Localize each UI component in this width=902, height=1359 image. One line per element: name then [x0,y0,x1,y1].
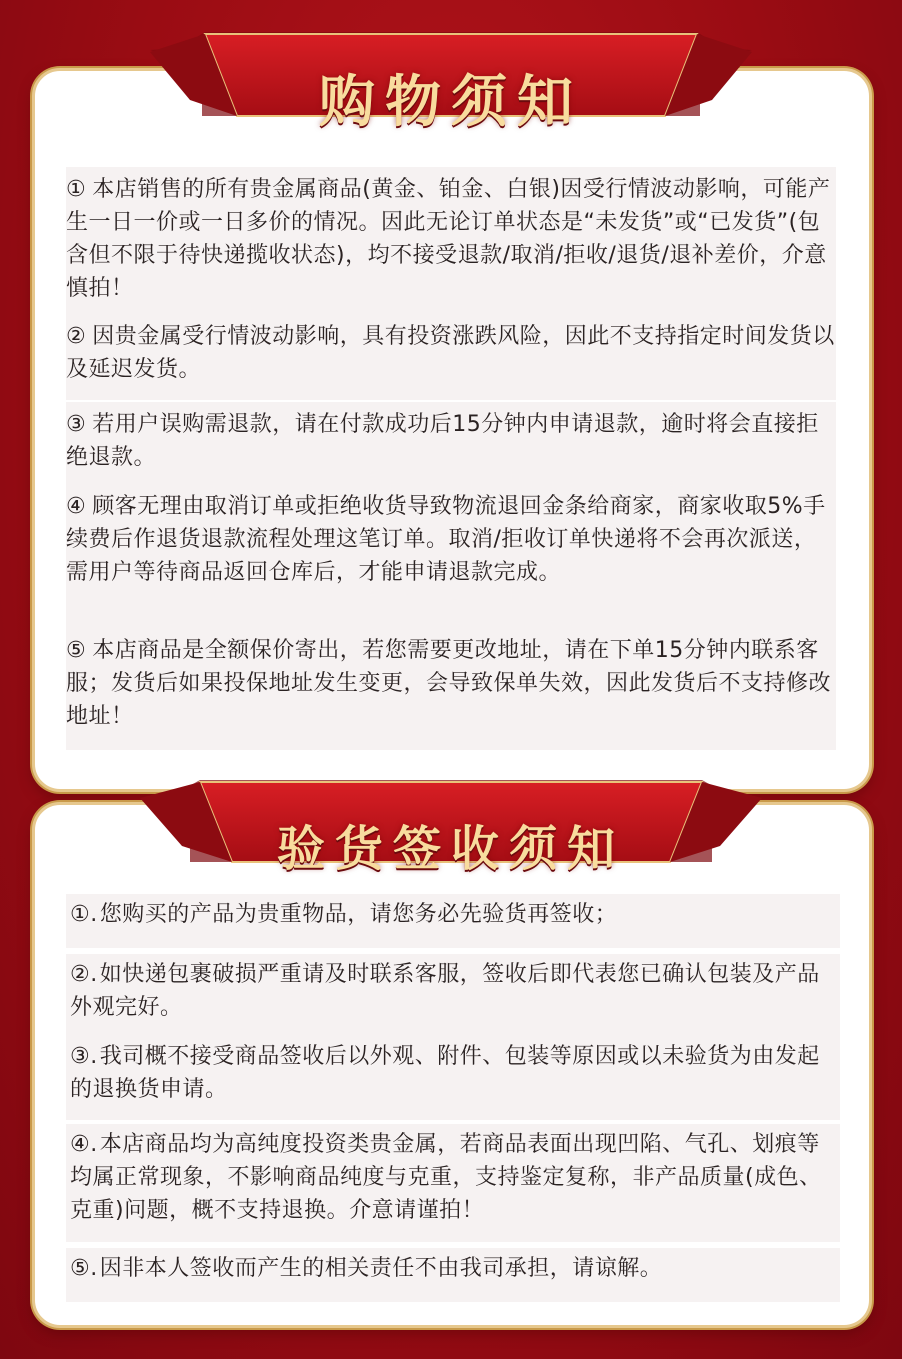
inspection-notice-item-2 [66,954,840,1038]
item-text: 本店销售的所有贵金属商品(黄金、铂金、白银)因受行情波动影响，可能产生一日一价或一日多价的情况。因此无论订单状态是“未发货”或“已发货”(包含但不限于待快递揽收状态)，均不接受退款/取消/拒收/退货/退补差价，介意慎拍！ [66,177,831,301]
item-text: 本店商品是全额保价寄出，若您需要更改地址，请在下单15分钟内联系客服；发货后如果投保地址发生变更，会导致保单失效，因此发货后不支持修改地址！ [66,638,832,729]
item-text: 若用户误购需退款，请在付款成功后15分钟内申请退款，逾时将会直接拒绝退款。 [66,412,819,470]
item-number: ②. [70,962,98,987]
inspection-notice-title: 验货签收须知 [276,821,625,877]
item-number: ⑤. [70,1256,98,1281]
item-text: 顾客无理由取消订单或拒绝收货导致物流退回金条给商家，商家收取5%手续费后作退货退款流程处理这笔订单。取消/拒收订单快递将不会再次派送，需用户等待商品返回仓库后，才能申请退款完成。 [66,494,826,585]
shopping-notice-item-3 [66,402,836,488]
item-text: 因贵金属受行情波动影响，具有投资涨跌风险，因此不支持指定时间发货以及延迟发货。 [66,324,835,382]
item-number: ① [66,177,87,202]
item-text: 我司概不接受商品签收后以外观、附件、包装等原因或以未验货为由发起的退换货申请。 [70,1044,820,1102]
shopping-notice-item-4 [66,484,836,636]
item-text: 您购买的产品为贵重物品，请您务必先验货再签收； [99,902,618,927]
shopping-notice-title: 购物须知 [319,69,583,135]
item-text: 如快递包裹破损严重请及时联系客服，签收后即代表您已确认包装及产品外观完好。 [70,962,820,1020]
shopping-notice-item-2 [66,314,836,400]
shopping-notice-item-1 [66,167,836,319]
inspection-notice-item-4 [66,1124,840,1242]
item-text: 因非本人签收而产生的相关责任不由我司承担，请谅解。 [99,1256,663,1281]
item-number: ④ [66,494,87,519]
inspection-notice-item-5 [66,1248,840,1302]
item-number: ⑤ [66,638,87,663]
item-number: ③. [70,1044,98,1069]
shopping-notice-banner [0,20,902,135]
inspection-notice-item-1 [66,894,840,948]
item-number: ④. [70,1132,98,1157]
item-text: 本店商品均为高纯度投资类贵金属，若商品表面出现凹陷、气孔、划痕等均属正常现象，不影响商品纯度与克重，支持鉴定复称，非产品质量(成色、克重)问题，概不支持退换。介意请谨拍！ [70,1132,822,1223]
shopping-notice-item-5 [66,628,836,750]
inspection-notice-banner [0,768,902,877]
item-number: ② [66,324,87,349]
item-number: ①. [70,902,98,927]
item-number: ③ [66,412,87,437]
inspection-notice-item-3 [66,1036,840,1120]
